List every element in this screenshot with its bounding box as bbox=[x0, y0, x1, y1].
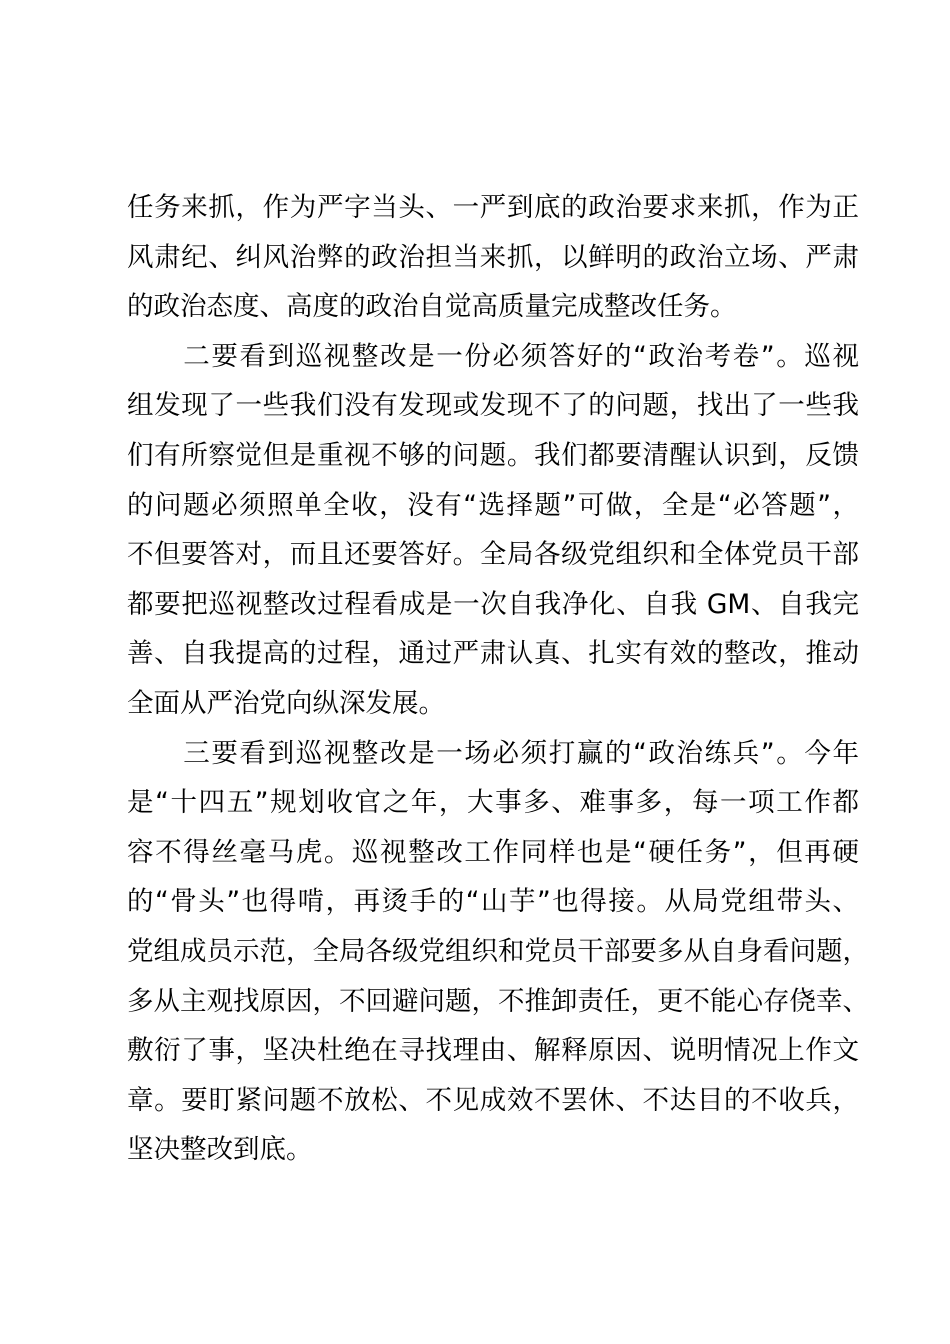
text-line: 的政治态度、高度的政治自觉高质量完成整改任务。 bbox=[127, 291, 737, 323]
text-line: 党组成员示范，全局各级党组织和党员干部要多从自身看问题， bbox=[127, 935, 869, 967]
text-line: 风肃纪、纠风治弊的政治担当来抓，以鲜明的政治立场、严肃 bbox=[127, 241, 859, 273]
text-line: 二要看到巡视整改是一份必须答好的“政治考卷”。巡视 bbox=[127, 340, 859, 372]
document-body bbox=[127, 183, 869, 1175]
text-line: 三要看到巡视整改是一场必须打赢的“政治练兵”。今年 bbox=[127, 737, 859, 769]
text-line: 善、自我提高的过程，通过严肃认真、扎实有效的整改，推动 bbox=[127, 638, 859, 670]
text-line: 多从主观找原因，不回避问题，不推卸责任，更不能心存侥幸、 bbox=[127, 985, 869, 1017]
text-line: 坚决整改到底。 bbox=[127, 1134, 313, 1166]
text-line: 都要把巡视整改过程看成是一次自我净化、自我 GM、自我完 bbox=[127, 588, 859, 620]
text-line: 全面从严治党向纵深发展。 bbox=[127, 687, 445, 719]
text-line: 组发现了一些我们没有发现或发现不了的问题，找出了一些我 bbox=[127, 390, 859, 422]
text-line: 不但要答对，而且还要答好。全局各级党组织和全体党员干部 bbox=[127, 539, 859, 571]
paragraph-3 bbox=[127, 729, 869, 1175]
text-line: 敷衍了事，坚决杜绝在寻找理由、解释原因、说明情况上作文 bbox=[127, 1035, 859, 1067]
text-line: 章。要盯紧问题不放松、不见成效不罢休、不达目的不收兵， bbox=[127, 1084, 859, 1116]
text-line: 容不得丝毫马虎。巡视整改工作同样也是“硬任务”，但再硬 bbox=[127, 836, 859, 868]
text-line: 的问题必须照单全收，没有“选择题”可做，全是“必答题”， bbox=[127, 489, 859, 521]
text-line: 们有所察觉但是重视不够的问题。我们都要清醒认识到，反馈 bbox=[127, 439, 859, 471]
text-line: 是“十四五”规划收官之年，大事多、难事多，每一项工作都 bbox=[127, 787, 859, 819]
text-line: 任务来抓，作为严字当头、一严到底的政治要求来抓，作为正 bbox=[127, 192, 859, 223]
text-line: 的“骨头”也得啃，再烫手的“山芋”也得接。从局党组带头、 bbox=[127, 886, 859, 918]
paragraph-2 bbox=[127, 332, 859, 729]
paragraph-1 bbox=[127, 183, 859, 332]
